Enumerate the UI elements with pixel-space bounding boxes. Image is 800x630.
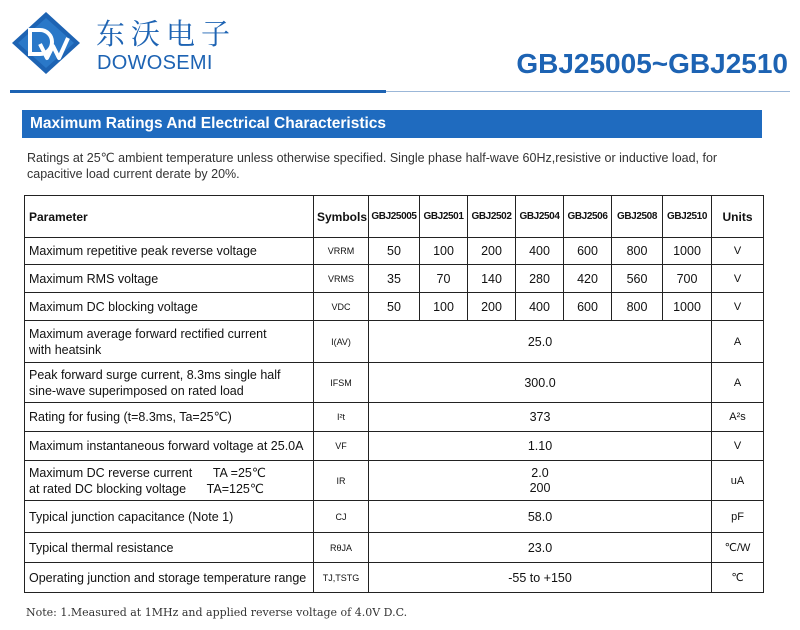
row-value: 140: [468, 265, 516, 293]
intro-line-2: capacitive load current derate by 20%.: [27, 167, 240, 181]
row-symbol: I²t: [314, 403, 369, 432]
row-value: 50: [369, 293, 420, 321]
row-value: 800: [612, 238, 663, 265]
row-value: 280: [516, 265, 564, 293]
header-part: GBJ2506: [564, 196, 612, 238]
header-part: GBJ2502: [468, 196, 516, 238]
header-parameter: Parameter: [25, 196, 314, 238]
row-parameter: [25, 461, 314, 501]
row-value: 700: [663, 265, 712, 293]
row-value: 400: [516, 293, 564, 321]
section-title-banner: Maximum Ratings And Electrical Characteristics: [22, 110, 762, 138]
row-symbol: VF: [314, 432, 369, 461]
table-row: [25, 501, 764, 533]
row-value: 200: [468, 238, 516, 265]
ratings-intro-text: [27, 150, 767, 182]
row-value: 600: [564, 238, 612, 265]
row-value: 23.0: [369, 533, 712, 563]
row-value: 100: [420, 238, 468, 265]
row-unit: V: [712, 238, 764, 265]
table-row: [25, 461, 764, 501]
row-value: 373: [369, 403, 712, 432]
row-unit: A²s: [712, 403, 764, 432]
row-value: 1000: [663, 293, 712, 321]
row-value: 300.0: [369, 363, 712, 403]
row-value: 25.0: [369, 321, 712, 363]
ratings-table: [24, 195, 764, 593]
row-parameter-line: Peak forward surge current, 8.3ms single half: [29, 367, 281, 382]
table-header-row: [25, 196, 764, 238]
row-parameter: Rating for fusing (t=8.3ms, Ta=25℃): [25, 403, 314, 432]
row-value: 1000: [663, 238, 712, 265]
row-unit: V: [712, 293, 764, 321]
row-value-line: 200: [529, 480, 551, 495]
row-symbol: VRMS: [314, 265, 369, 293]
row-symbol: RθJA: [314, 533, 369, 563]
table-row: [25, 265, 764, 293]
footnote: Note: 1.Measured at 1MHz and applied reverse voltage of 4.0V D.C.: [26, 606, 408, 619]
header-part: GBJ2508: [612, 196, 663, 238]
header-divider-thin: [386, 91, 790, 92]
header-part: GBJ2504: [516, 196, 564, 238]
row-value: 600: [564, 293, 612, 321]
row-symbol: TJ,TSTG: [314, 563, 369, 593]
row-value: 400: [516, 238, 564, 265]
row-value: 200: [468, 293, 516, 321]
row-parameter: Maximum RMS voltage: [25, 265, 314, 293]
row-value: [369, 461, 712, 501]
row-parameter: Maximum repetitive peak reverse voltage: [25, 238, 314, 265]
row-parameter: Typical junction capacitance (Note 1): [25, 501, 314, 533]
header-divider: [10, 90, 386, 93]
row-unit: A: [712, 363, 764, 403]
row-value: 70: [420, 265, 468, 293]
row-value: 800: [612, 293, 663, 321]
row-symbol: IR: [314, 461, 369, 501]
row-unit: ℃/W: [712, 533, 764, 563]
row-parameter-line: sine-wave superimposed on rated load: [29, 383, 244, 398]
table-row: [25, 432, 764, 461]
table-row: [25, 533, 764, 563]
header-part: GBJ2510: [663, 196, 712, 238]
dw-diamond-logo-icon: [10, 10, 82, 76]
row-symbol: CJ: [314, 501, 369, 533]
row-symbol: I(AV): [314, 321, 369, 363]
row-value: -55 to +150: [369, 563, 712, 593]
row-parameter: [25, 363, 314, 403]
row-symbol: VRRM: [314, 238, 369, 265]
row-unit: V: [712, 265, 764, 293]
row-unit: uA: [712, 461, 764, 501]
row-value: 50: [369, 238, 420, 265]
header-part: GBJ25005: [369, 196, 420, 238]
row-value: 1.10: [369, 432, 712, 461]
row-parameter: Operating junction and storage temperature range: [25, 563, 314, 593]
row-unit: pF: [712, 501, 764, 533]
row-parameter-line: Maximum DC reverse current TA =25℃: [29, 465, 266, 480]
row-parameter: Maximum instantaneous forward voltage at 25.0A: [25, 432, 314, 461]
row-parameter-line: Maximum average forward rectified current: [29, 326, 267, 341]
table-row: [25, 321, 764, 363]
row-value: 560: [612, 265, 663, 293]
row-parameter: Maximum DC blocking voltage: [25, 293, 314, 321]
header-units: Units: [712, 196, 764, 238]
row-value: 100: [420, 293, 468, 321]
row-value: 420: [564, 265, 612, 293]
row-unit: A: [712, 321, 764, 363]
row-value: 58.0: [369, 501, 712, 533]
part-title: GBJ25005~GBJ2510: [516, 48, 788, 79]
brand-en-name: DOWOSEMI: [97, 52, 213, 74]
header-part: GBJ2501: [420, 196, 468, 238]
table-row: [25, 293, 764, 321]
row-value-line: 2.0: [531, 465, 549, 480]
table-row: [25, 563, 764, 593]
intro-line-1: Ratings at 25℃ ambient temperature unless otherwise specified. Single phase half-wave 60Hz,resistive or inductive load, for: [27, 151, 718, 165]
header-symbols: Symbols: [314, 196, 369, 238]
row-unit: V: [712, 432, 764, 461]
table-row: [25, 403, 764, 432]
brand-cn-name: 东沃电子: [96, 17, 237, 51]
row-symbol: VDC: [314, 293, 369, 321]
row-unit: ℃: [712, 563, 764, 593]
row-parameter-line: with heatsink: [29, 342, 102, 357]
row-parameter: Typical thermal resistance: [25, 533, 314, 563]
row-value: 35: [369, 265, 420, 293]
row-parameter-line: at rated DC blocking voltage TA=125℃: [29, 481, 264, 496]
table-row: [25, 363, 764, 403]
table-row: [25, 238, 764, 265]
row-parameter: [25, 321, 314, 363]
row-symbol: IFSM: [314, 363, 369, 403]
